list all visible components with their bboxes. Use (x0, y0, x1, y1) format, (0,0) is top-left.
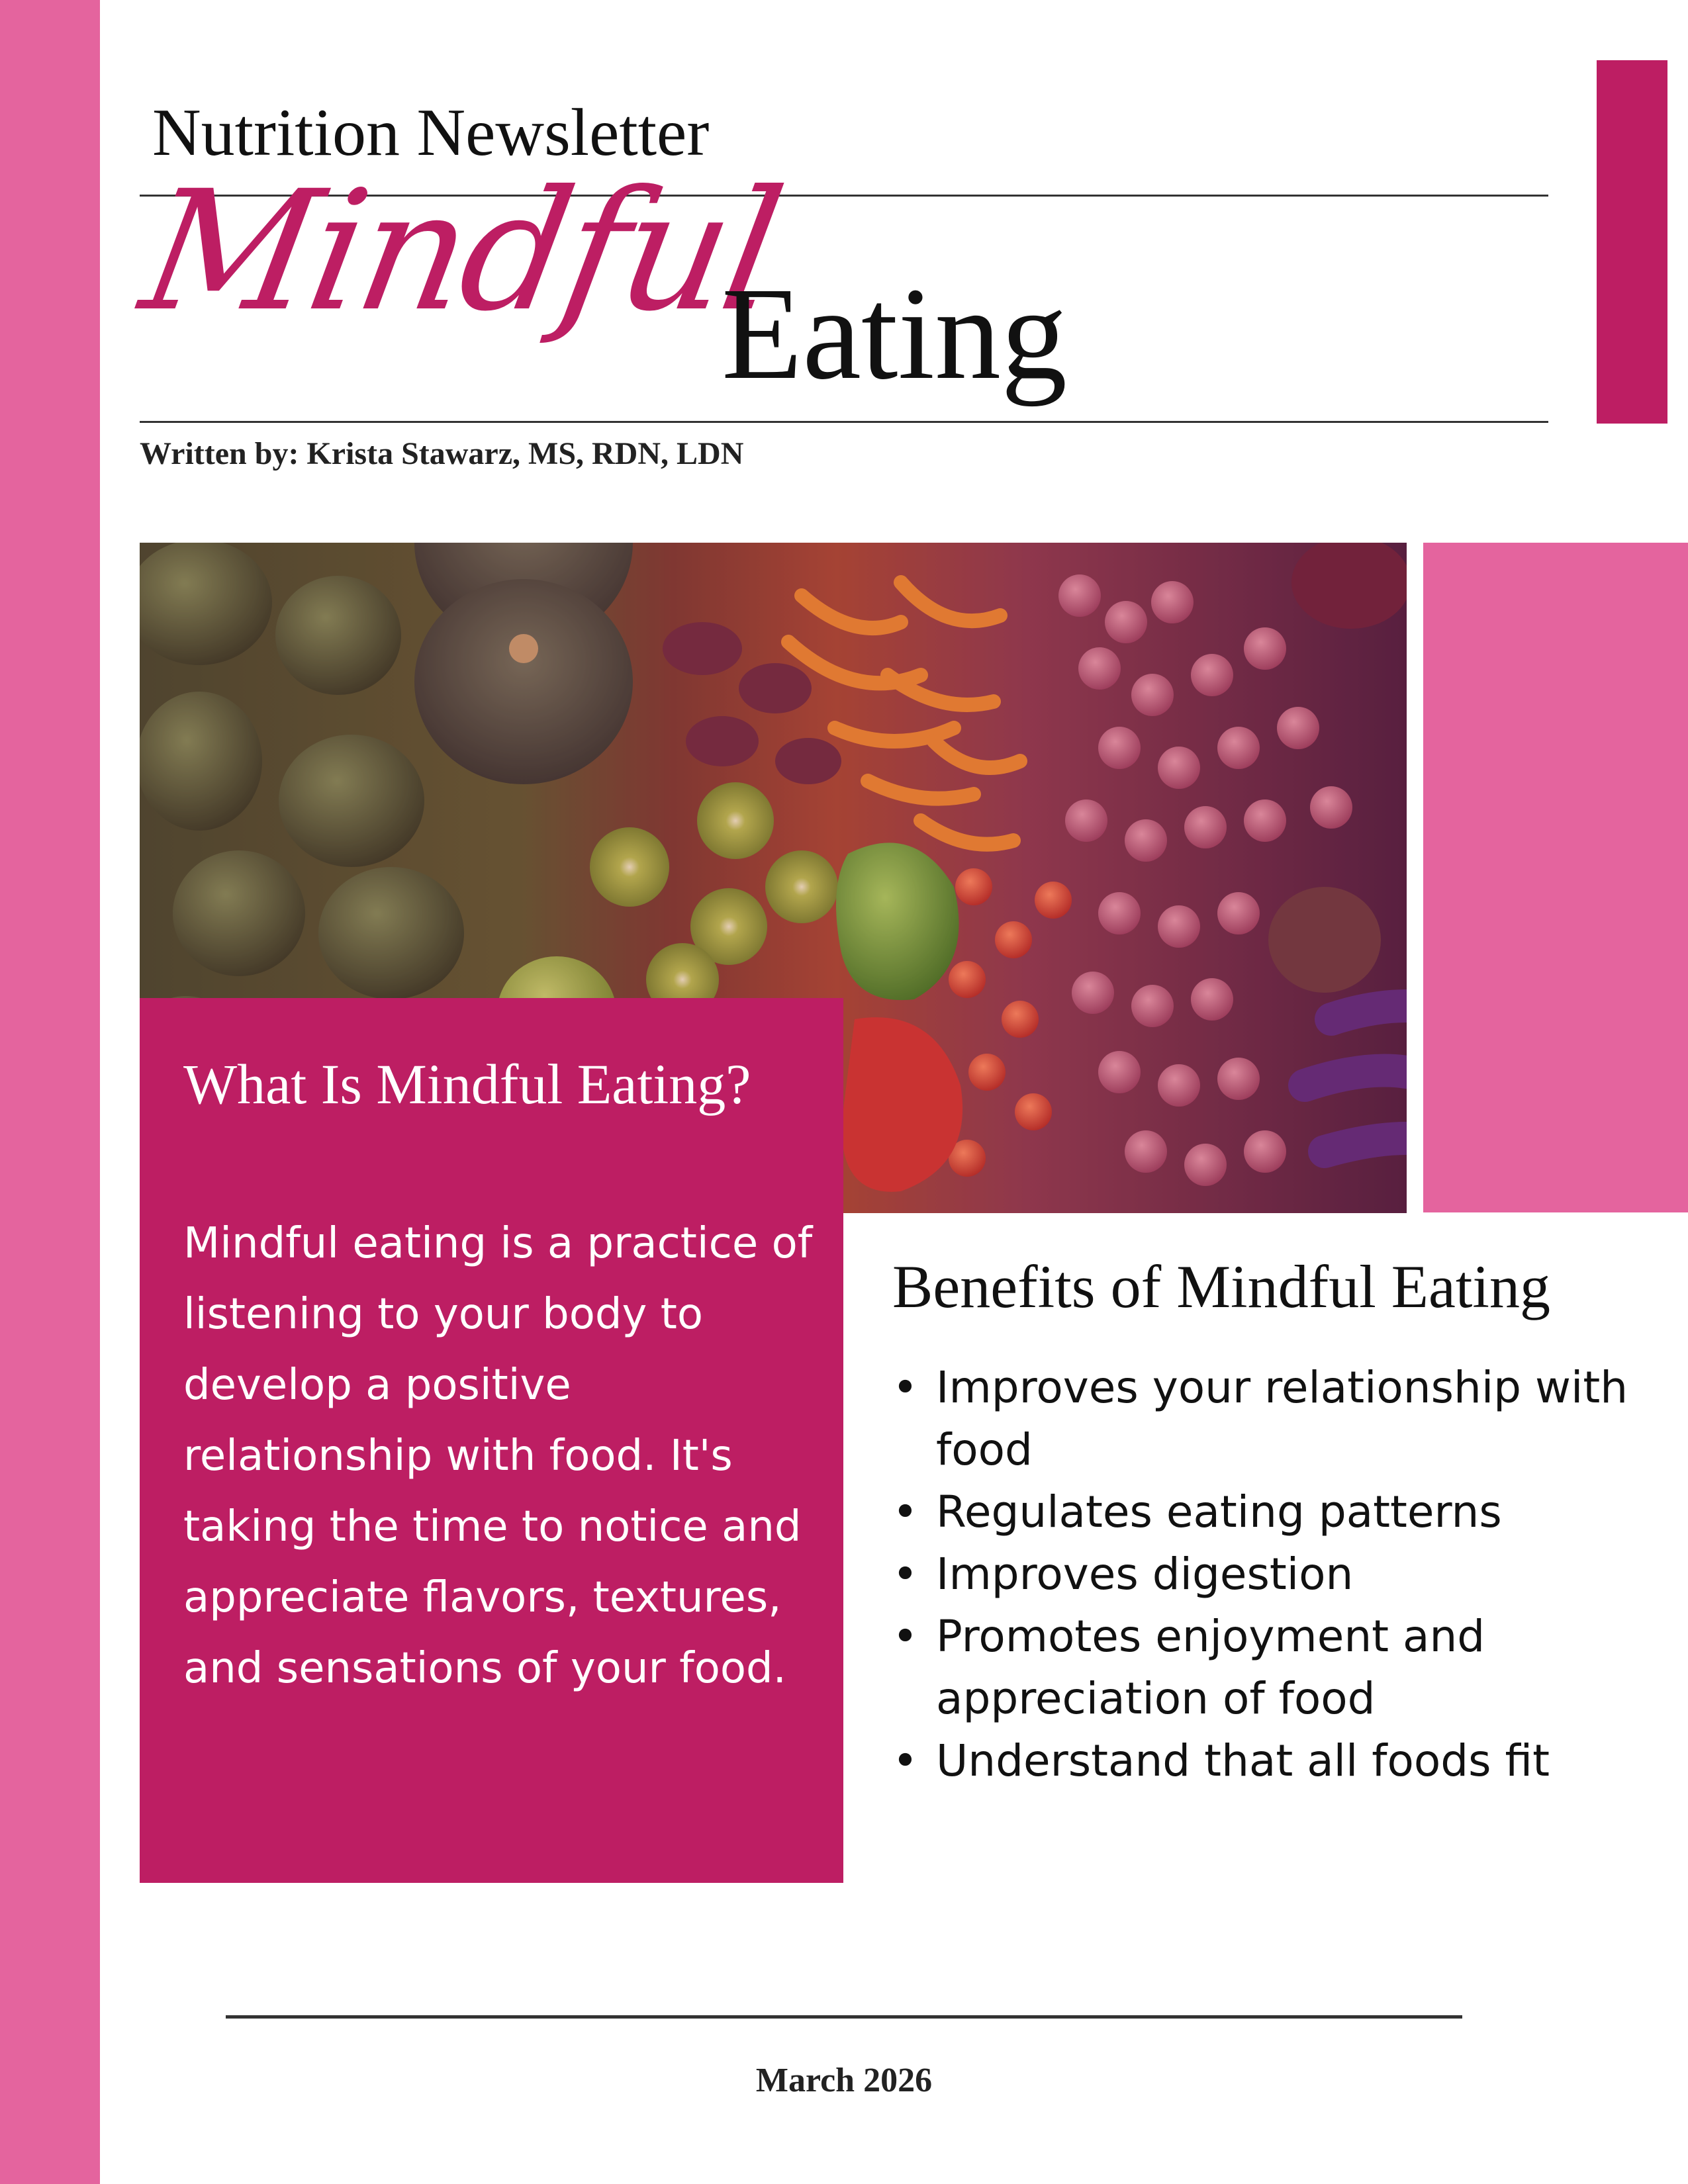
benefit-item: • Improves digestion (892, 1543, 1673, 1606)
benefit-item: • Improves your relationship with food (892, 1357, 1673, 1481)
title-word: Eating (722, 261, 1068, 407)
benefits-heading: Benefits of Mindful Eating (892, 1253, 1550, 1320)
bullet-icon: • (892, 1549, 918, 1600)
info-card-body: Mindful eating is a practice of listening to your body to develop a positive relationship with food. It's taking the time to notice and appreciate flavors, textures, and sensations of your food. (183, 1219, 813, 1693)
what-is-mindful-eating-card (140, 998, 843, 1883)
bullet-icon: • (892, 1486, 918, 1537)
benefits-list (892, 1357, 1673, 1792)
left-accent-bar (0, 0, 100, 2184)
benefit-item: • Understand that all foods fit (892, 1730, 1673, 1792)
header-divider-bottom (140, 421, 1548, 423)
title-script-word: Mindful (130, 155, 792, 347)
benefit-item: • Promotes enjoyment and appreciation of food (892, 1606, 1673, 1730)
footer-date: March 2026 (755, 2062, 933, 2099)
bullet-icon: • (892, 1362, 918, 1413)
right-accent-bar (1423, 543, 1688, 1212)
newsletter-label: Nutrition Newsletter (152, 95, 710, 170)
bullet-icon: • (892, 1735, 918, 1786)
benefit-item: • Regulates eating patterns (892, 1481, 1673, 1543)
info-card-heading: What Is Mindful Eating? (183, 1052, 751, 1116)
top-right-accent-bar (1597, 60, 1667, 424)
bullet-icon: • (892, 1611, 918, 1662)
author-byline: Written by: Krista Stawarz, MS, RDN, LDN (140, 436, 744, 471)
footer-divider (226, 2015, 1462, 2019)
